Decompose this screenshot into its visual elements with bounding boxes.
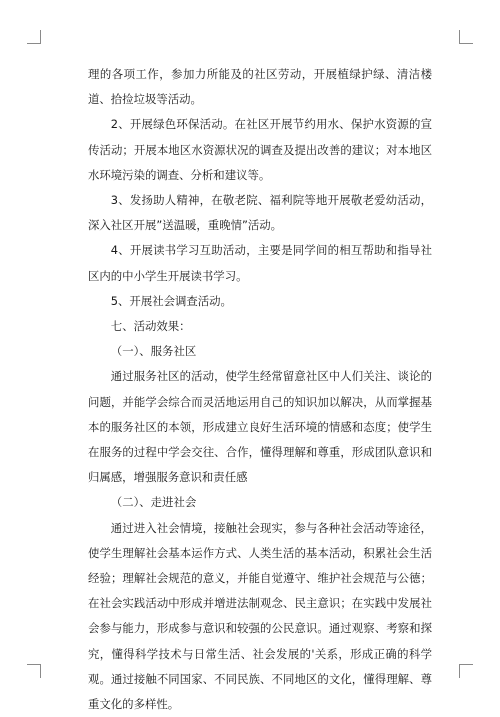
paragraph: 通过服务社区的活动，使学生经常留意社区中人们关注、谈论的问题，并能学会综合而灵活地运用自己的知识加以解决，从而掌握基本的服务社区的本领，形成建立良好生活环境的情感和态度；使学生在服务的过程中学会交往、合作，懂得理解和尊重，形成团队意识和归属感，增强服务意识和责任感 (88, 369, 432, 485)
subsection-heading: （一）、服务社区 (110, 344, 197, 359)
crop-mark-bottom-right (459, 664, 473, 678)
crop-mark-top-right (459, 30, 473, 44)
paragraph: 5、开展社会调查活动。 (110, 293, 232, 308)
crop-mark-top-left (27, 30, 41, 44)
paragraph: 理的各项工作，参加力所能及的社区劳动，开展植绿护绿、清洁楼道、拾捡垃圾等活动。 (88, 67, 432, 107)
section-heading: 七、活动效果： (110, 319, 191, 334)
paragraph: 4、开展读书学习互助活动，主要是同学间的相互帮助和指导社区内的中小学生开展读书学习。 (88, 243, 432, 283)
crop-mark-bottom-left (27, 664, 41, 678)
subsection-heading: （二）、走进社会 (110, 495, 197, 510)
paragraph: 3、发扬助人精神，在敬老院、福利院等地开展敬老爱幼活动，深入社区开展”送温暖，重晚情”活动。 (88, 193, 432, 233)
paragraph: 通过进入社会情境，接触社会现实，参与各种社会活动等途径，使学生理解社会基本运作方式、人类生活的基本活动，积累社会生活经验；理解社会规范的意义，并能自觉遵守、维护社会规范与公德；在社会实践活动中形成并增进法制观念、民主意识；在实践中发展社会参与能力，形成参与意识和较强的公民意识。通过观察、考察和探究，懂得科学技术与日常生活、社会发展的'关系，形成正确的科学观。通过接触不同国家、不同民族、不同地区的文化，懂得理解、尊重文化的多样性。 (88, 520, 432, 712)
paragraph: 2、开展绿色环保活动。在社区开展节约用水、保护水资源的宣传活动；开展本地区水资源状况的调查及提出改善的建议；对本地区水环境污染的调查、分析和建议等。 (88, 117, 432, 182)
document-body (88, 62, 432, 717)
